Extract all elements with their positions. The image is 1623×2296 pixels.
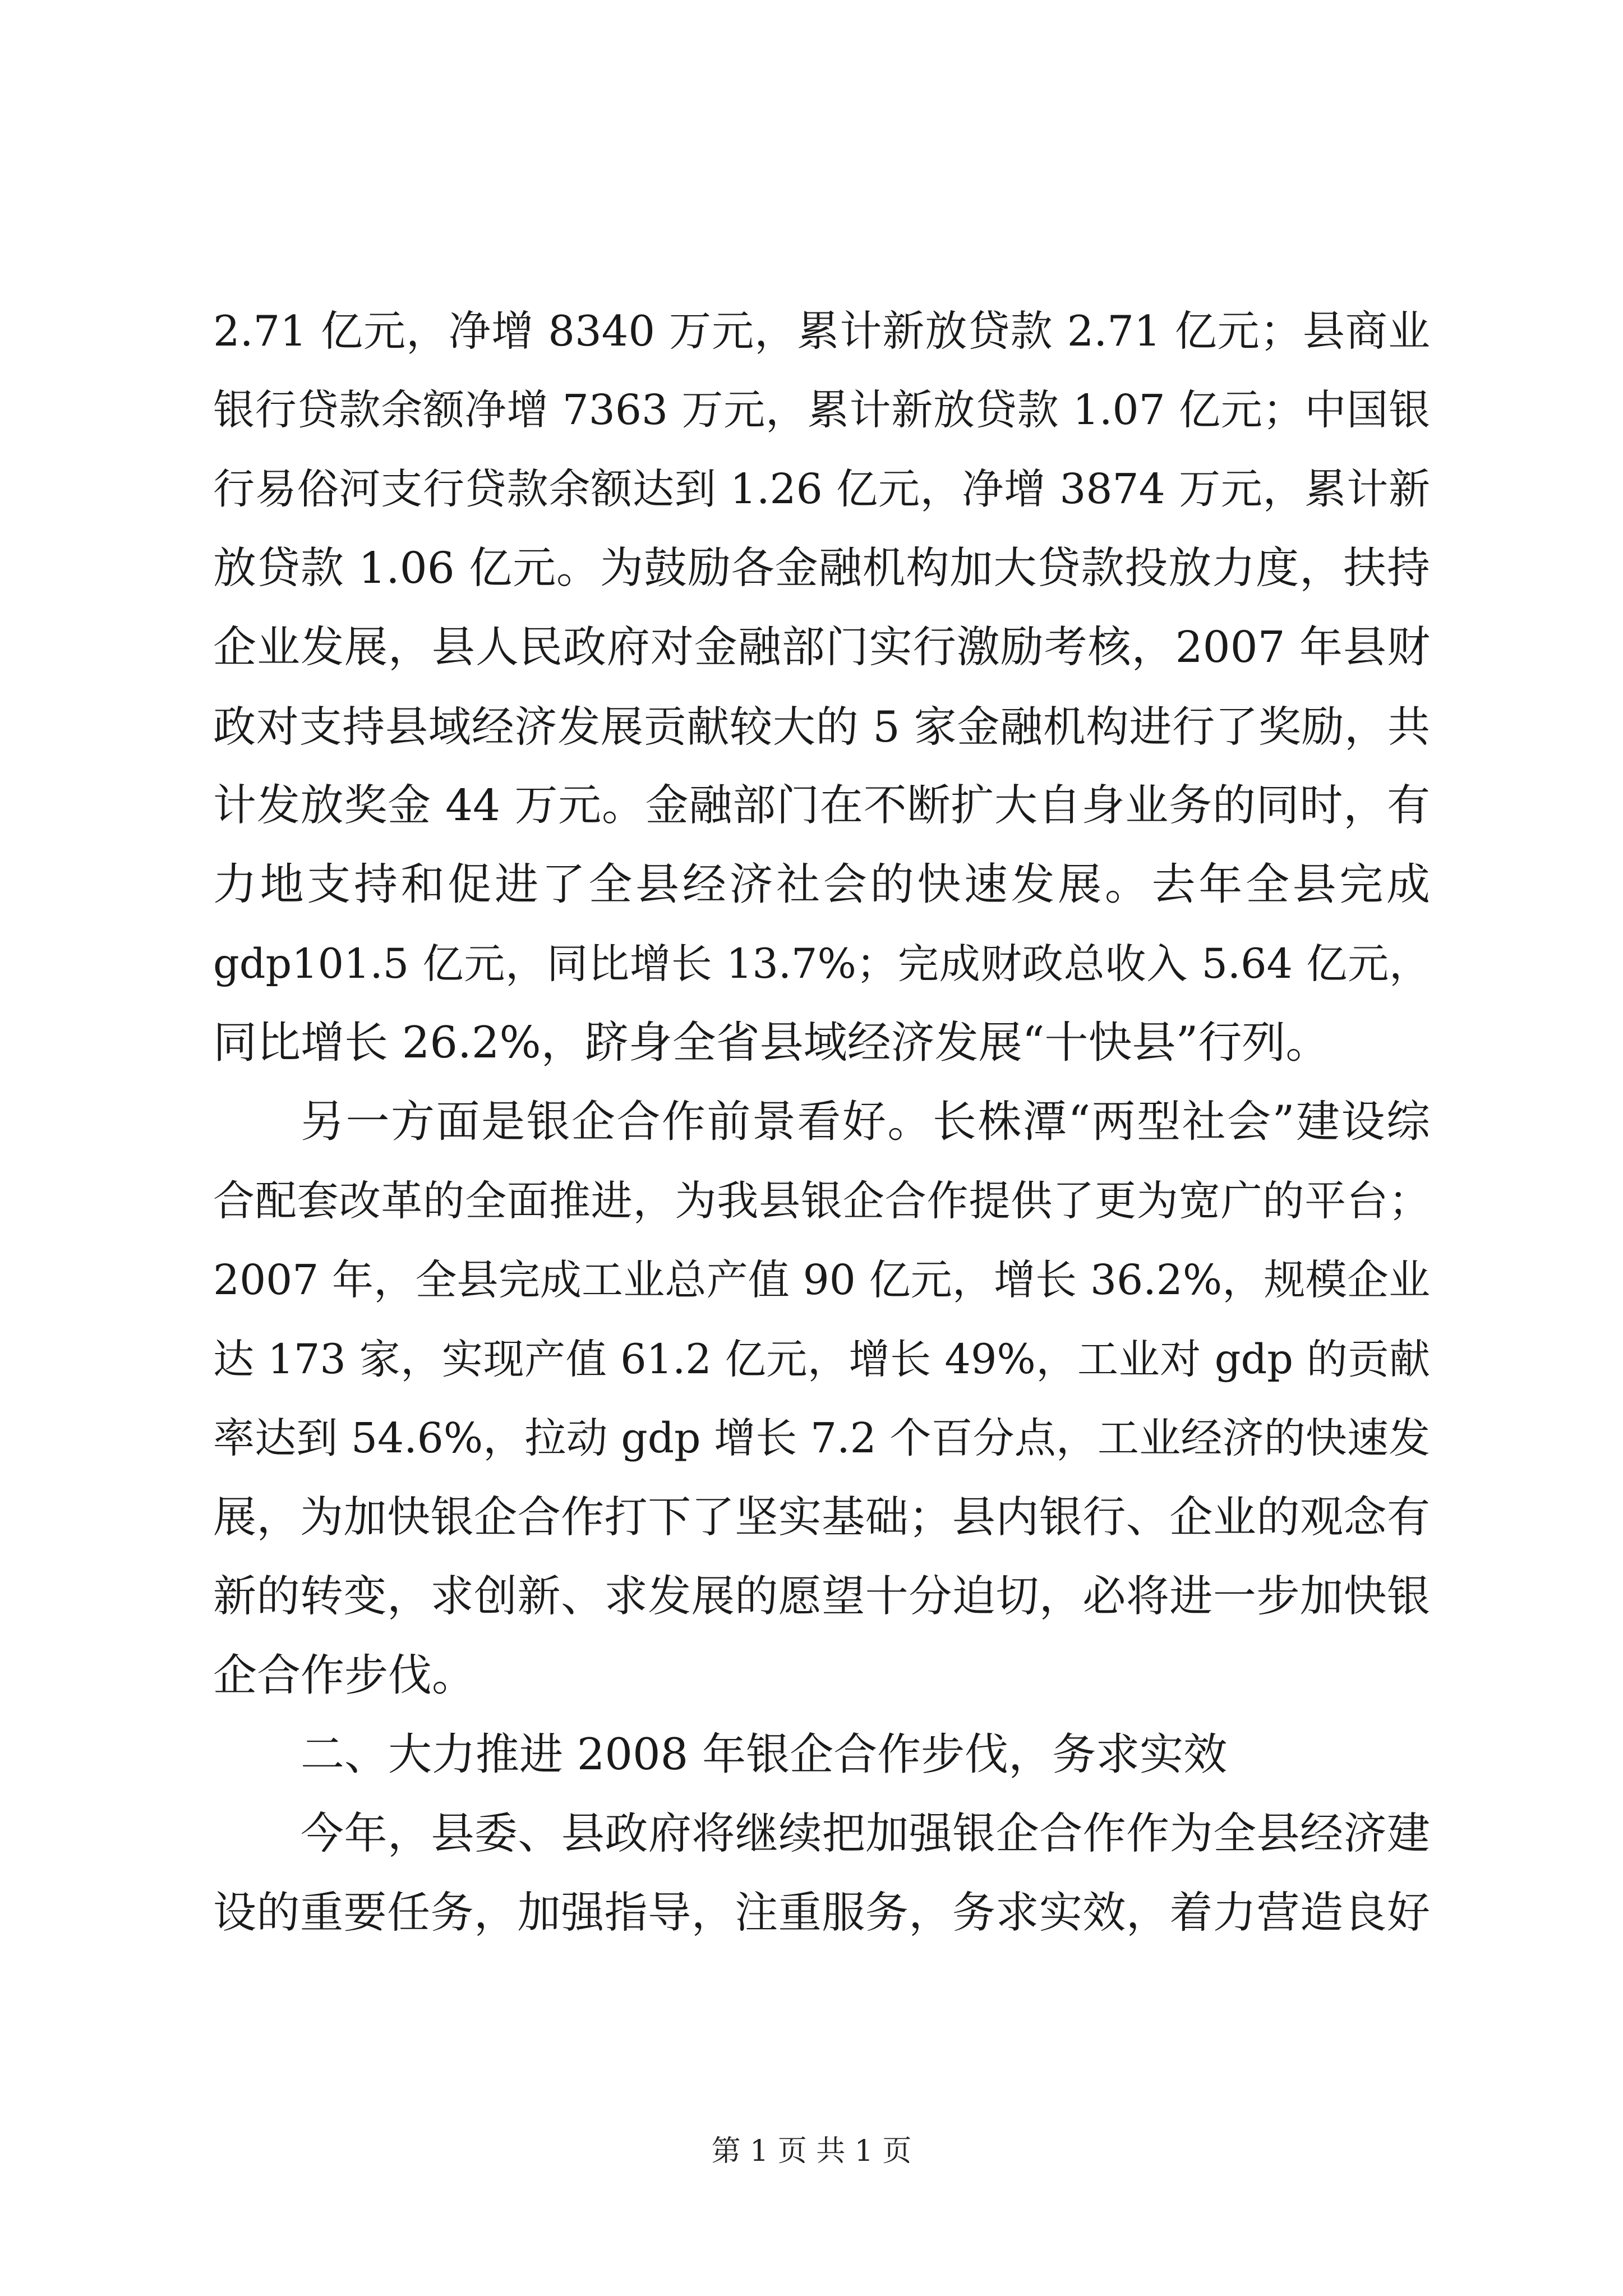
paragraph-first-line: 另一方面是银企合作前景看好。长株潭“两型社会”建设综 [301, 1097, 1430, 1147]
paragraph-line: 同比增长 26.2%，跻身全省县域经济发展“十快县”行列。 [213, 1018, 1330, 1068]
paragraph-line: 企合作步伐。 [213, 1650, 476, 1701]
document-body [213, 292, 1430, 1953]
paragraph-line: 新的转变，求创新、求发展的愿望十分迫切，必将进一步加快银 [213, 1572, 1430, 1622]
paragraph-first-line: 今年，县委、县政府将继续把加强银企合作作为全县经济建 [301, 1809, 1430, 1859]
paragraph-line: 政对支持县域经济发展贡献较大的 5 家金融机构进行了奖励，共 [213, 702, 1430, 752]
paragraph-line: 银行贷款余额净增 7363 万元，累计新放贷款 1.07 亿元；中国银 [213, 386, 1430, 434]
page-footer: 第 1 页 共 1 页 [711, 2134, 912, 2168]
section-heading: 二、大力推进 2008 年银企合作步伐，务求实效 [301, 1729, 1228, 1780]
paragraph-line: gdp101.5 亿元，同比增长 13.7%；完成财政总收入 5.64 亿元， [213, 940, 1430, 988]
paragraph-line: 力地支持和促进了全县经济社会的快速发展。去年全县完成 [213, 859, 1430, 910]
paragraph-line: 达 173 家，实现产值 61.2 亿元，增长 49%，工业对 gdp 的贡献 [213, 1336, 1430, 1383]
paragraph-line: 行易俗河支行贷款余额达到 1.26 亿元，净增 3874 万元，累计新 [213, 465, 1430, 513]
paragraph-line: 合配套改革的全面推进，为我县银企合作提供了更为宽广的平台； [213, 1177, 1430, 1225]
paragraph-line: 2007 年，全县完成工业总产值 90 亿元，增长 36.2%，规模企业 [213, 1256, 1430, 1304]
paragraph-line: 计发放奖金 44 万元。金融部门在不断扩大自身业务的同时，有 [213, 781, 1430, 831]
paragraph-line: 展，为加快银企合作打下了坚实基础；县内银行、企业的观念有 [213, 1493, 1430, 1543]
paragraph-line: 设的重要任务，加强指导，注重服务，务求实效，着力营造良好 [213, 1888, 1430, 1938]
paragraph-line: 2.71 亿元，净增 8340 万元，累计新放贷款 2.71 亿元；县商业 [213, 306, 1430, 356]
paragraph-line: 率达到 54.6%，拉动 gdp 增长 7.2 个百分点，工业经济的快速发 [213, 1414, 1430, 1462]
paragraph-line: 放贷款 1.06 亿元。为鼓励各金融机构加大贷款投放力度，扶持 [213, 544, 1430, 593]
paragraph-line: 企业发展，县人民政府对金融部门实行激励考核，2007 年县财 [213, 623, 1430, 673]
